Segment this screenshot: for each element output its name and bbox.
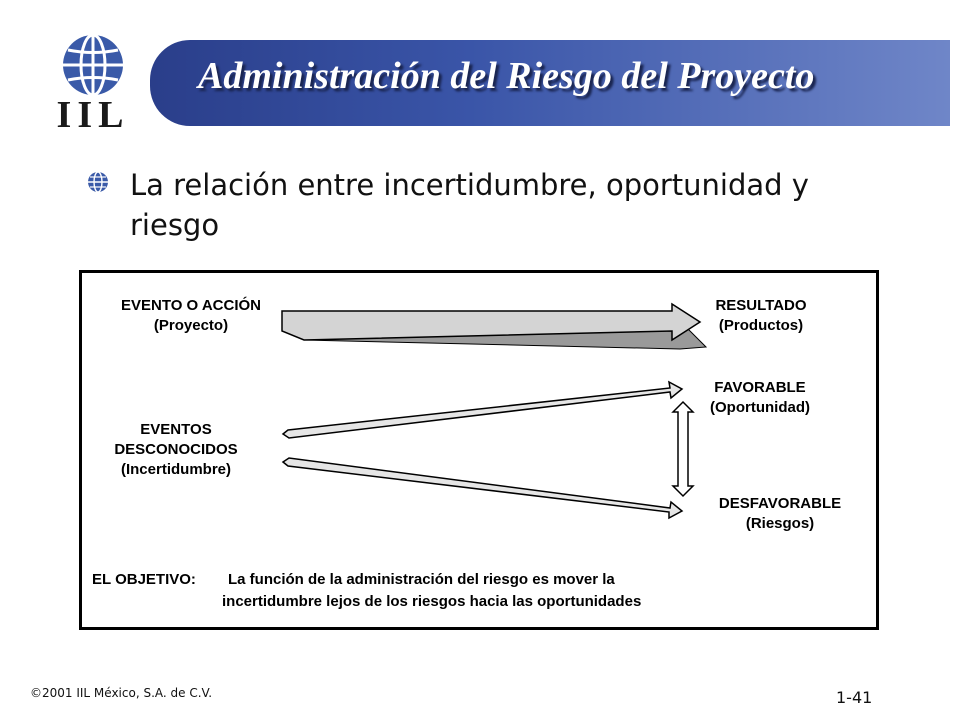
logo-text: IIL bbox=[56, 94, 130, 135]
unknown-title: EVENTOS bbox=[140, 421, 212, 438]
page-number: 1-41 bbox=[836, 688, 873, 707]
uncertainty-to-opportunity-arrow bbox=[283, 382, 682, 438]
event-title: EVENTO O ACCIÓN bbox=[120, 297, 262, 314]
bullet-line-2: riesgo bbox=[130, 208, 220, 242]
objective-line-2: incertidumbre lejos de los riesgos hacia las oportunidades bbox=[222, 593, 642, 610]
unfavorable-label bbox=[690, 494, 870, 534]
favorable-title: FAVORABLE bbox=[714, 379, 806, 396]
event-subtitle: (Proyecto) bbox=[153, 317, 229, 334]
page-title: Administración del Riesgo del Proyecto bbox=[198, 55, 815, 97]
objective-label: EL OBJETIVO: bbox=[92, 571, 196, 588]
event-to-result-arrow bbox=[282, 304, 706, 349]
result-label bbox=[686, 296, 836, 336]
unknown-events-label bbox=[86, 420, 266, 480]
bullet-line-1: La relación entre incertidumbre, oportunidad y bbox=[130, 168, 809, 202]
result-title: RESULTADO bbox=[715, 297, 807, 314]
unfavorable-subtitle: (Riesgos) bbox=[745, 515, 815, 532]
objective-line-1: La función de la administración del riesgo es mover la bbox=[228, 571, 615, 588]
unknown-subtitle: (Incertidumbre) bbox=[120, 461, 231, 478]
favorable-subtitle: (Oportunidad) bbox=[710, 399, 810, 416]
unfavorable-title: DESFAVORABLE bbox=[718, 495, 842, 512]
event-label bbox=[96, 296, 286, 336]
favorable-label bbox=[680, 378, 840, 418]
copyright-notice: ©2001 IIL México, S.A. de C.V. bbox=[30, 686, 213, 700]
uncertainty-to-risk-arrow bbox=[283, 458, 682, 518]
unknown-title-2: DESCONOCIDOS bbox=[114, 441, 238, 458]
result-subtitle: (Productos) bbox=[718, 317, 804, 334]
